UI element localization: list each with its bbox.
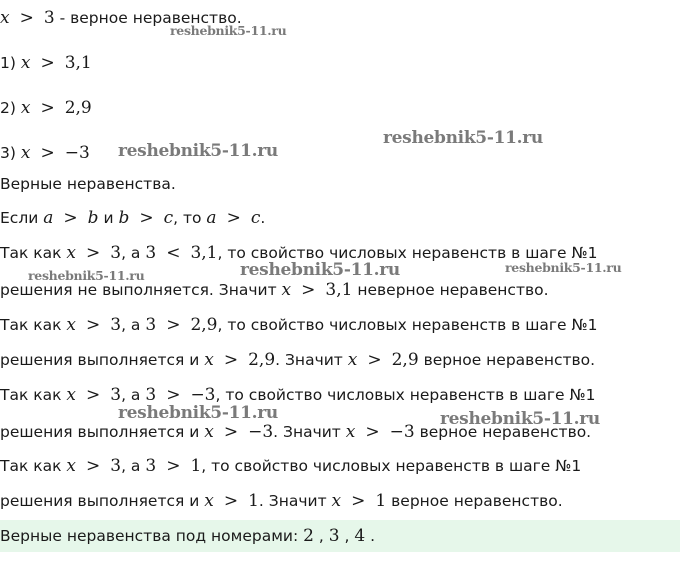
option-number: 3) xyxy=(0,144,16,162)
math-operator: > xyxy=(223,422,239,442)
math-operator: > xyxy=(86,315,101,335)
math-number: −3 xyxy=(64,143,90,163)
text: , то свойство числовых неравенств в шаге №1 xyxy=(217,244,598,262)
math-number: 3 xyxy=(145,315,157,335)
answer-box xyxy=(0,520,680,552)
watermark: reshebnik5-11.ru xyxy=(440,409,600,429)
math-variable: x xyxy=(66,385,76,405)
text: , а xyxy=(121,316,146,334)
math-number: 1 xyxy=(375,491,387,511)
math-number: 3 xyxy=(110,243,122,263)
math-number: 3 xyxy=(110,456,122,476)
math-number: 3,1 xyxy=(190,243,218,263)
math-variable: a xyxy=(206,208,217,228)
section-heading xyxy=(0,173,176,195)
text: , то свойство числовых неравенств в шаге №1 xyxy=(217,316,598,334)
math-variable: x xyxy=(204,491,214,511)
math-number: 2,9 xyxy=(391,350,419,370)
option-3-line xyxy=(0,142,90,164)
watermark: reshebnik5-11.ru xyxy=(505,260,622,275)
math-number: 3,1 xyxy=(325,280,353,300)
math-operator: > xyxy=(226,208,241,228)
text: Так как xyxy=(0,457,67,475)
text: решения не выполняется. Значит xyxy=(0,281,282,299)
math-number: 3 xyxy=(328,526,340,546)
math-operator: > xyxy=(223,350,239,370)
text: решения выполняется и xyxy=(0,423,205,441)
math-number: 1 xyxy=(248,491,259,511)
math-variable: x xyxy=(331,491,342,511)
text: верное неравенство. xyxy=(386,492,563,510)
text: , а xyxy=(121,386,146,404)
math-operator: > xyxy=(139,208,154,228)
answer-line xyxy=(0,525,375,547)
math-operator: > xyxy=(166,456,181,476)
text: , xyxy=(313,527,329,545)
text: , то xyxy=(173,209,207,227)
text: Если xyxy=(0,209,44,227)
text: решения выполняется и xyxy=(0,492,205,510)
math-number: 3 xyxy=(145,243,157,263)
math-variable: c xyxy=(250,208,261,228)
math-number: 3 xyxy=(145,456,157,476)
math-variable: x xyxy=(66,243,76,263)
text: Верные неравенства под номерами: xyxy=(0,527,304,545)
text: Так как xyxy=(0,316,67,334)
math-number: 3,1 xyxy=(64,53,92,73)
text: , то свойство числовых неравенств в шаге №1 xyxy=(215,386,596,404)
math-operator: > xyxy=(40,98,55,118)
math-variable: x xyxy=(66,315,76,335)
case-3-line-1 xyxy=(0,384,595,406)
watermark: reshebnik5-11.ru xyxy=(240,260,400,280)
math-variable: x xyxy=(66,456,76,476)
math-variable: b xyxy=(87,208,99,228)
math-number: 2,9 xyxy=(64,98,92,118)
math-operator: > xyxy=(367,350,382,370)
math-operator: > xyxy=(63,208,78,228)
math-variable: x xyxy=(204,350,214,370)
text: верное неравенство. xyxy=(418,351,596,369)
watermark: reshebnik5-11.ru xyxy=(28,268,145,283)
math-number: 3 xyxy=(43,8,55,28)
math-number: 2,9 xyxy=(248,350,276,370)
case-4-line-2 xyxy=(0,490,563,512)
text: неверное неравенство. xyxy=(352,281,549,299)
text: . Значит xyxy=(258,492,332,510)
math-operator: > xyxy=(19,8,34,28)
watermark: reshebnik5-11.ru xyxy=(118,403,278,423)
math-operator: < xyxy=(166,243,181,263)
case-2-line-2 xyxy=(0,349,595,371)
math-operator: > xyxy=(365,422,380,442)
math-variable: x xyxy=(20,53,31,73)
math-variable: x xyxy=(204,422,214,442)
math-variable: x xyxy=(345,422,356,442)
text: верное неравенство. xyxy=(414,423,592,441)
math-number: 3 xyxy=(110,385,122,405)
option-2-line xyxy=(0,97,92,119)
watermark: reshebnik5-11.ru xyxy=(383,128,543,148)
math-variable: x xyxy=(347,350,358,370)
math-number: −3 xyxy=(389,422,415,442)
text: , а xyxy=(121,457,146,475)
text: , а xyxy=(121,244,146,262)
math-number: 3 xyxy=(145,385,157,405)
math-number: 4 xyxy=(354,526,366,546)
text: Так как xyxy=(0,386,67,404)
math-operator: > xyxy=(223,491,239,511)
case-4-line-1 xyxy=(0,455,581,477)
math-variable: b xyxy=(118,208,130,228)
math-operator: > xyxy=(166,315,181,335)
math-operator: > xyxy=(351,491,366,511)
text: решения выполняется и xyxy=(0,351,205,369)
math-operator: > xyxy=(166,385,181,405)
text: - верное неравенство. xyxy=(54,9,242,27)
math-variable: a xyxy=(43,208,54,228)
text: . xyxy=(260,209,266,227)
math-number: 2,9 xyxy=(190,315,218,335)
watermark: reshebnik5-11.ru xyxy=(170,23,287,38)
math-variable: x xyxy=(20,143,31,163)
math-number: 3 xyxy=(110,315,122,335)
math-variable: c xyxy=(163,208,174,228)
math-number: −3 xyxy=(190,385,216,405)
math-operator: > xyxy=(86,385,101,405)
rule-line xyxy=(0,207,265,229)
watermark: reshebnik5-11.ru xyxy=(118,141,278,161)
case-2-line-1 xyxy=(0,314,597,336)
math-operator: > xyxy=(40,53,55,73)
math-variable: x xyxy=(281,280,292,300)
math-operator: > xyxy=(40,143,55,163)
text: . Значит xyxy=(273,423,346,441)
text: . Значит xyxy=(275,351,348,369)
math-number: 1 xyxy=(190,456,202,476)
option-1-line xyxy=(0,52,92,74)
option-number: 2) xyxy=(0,99,16,117)
math-variable: x xyxy=(0,8,10,28)
text: Так как xyxy=(0,244,67,262)
text: . xyxy=(365,527,376,545)
math-variable: x xyxy=(20,98,31,118)
math-number: −3 xyxy=(248,422,274,442)
math-operator: > xyxy=(86,243,101,263)
text: , xyxy=(339,527,355,545)
option-number: 1) xyxy=(0,54,16,72)
text: Верные неравенства. xyxy=(0,175,176,193)
math-operator: > xyxy=(301,280,316,300)
text: , то свойство числовых неравенств в шаге №1 xyxy=(201,457,582,475)
text: и xyxy=(98,209,119,227)
math-number: 2 xyxy=(303,526,314,546)
math-operator: > xyxy=(86,456,101,476)
